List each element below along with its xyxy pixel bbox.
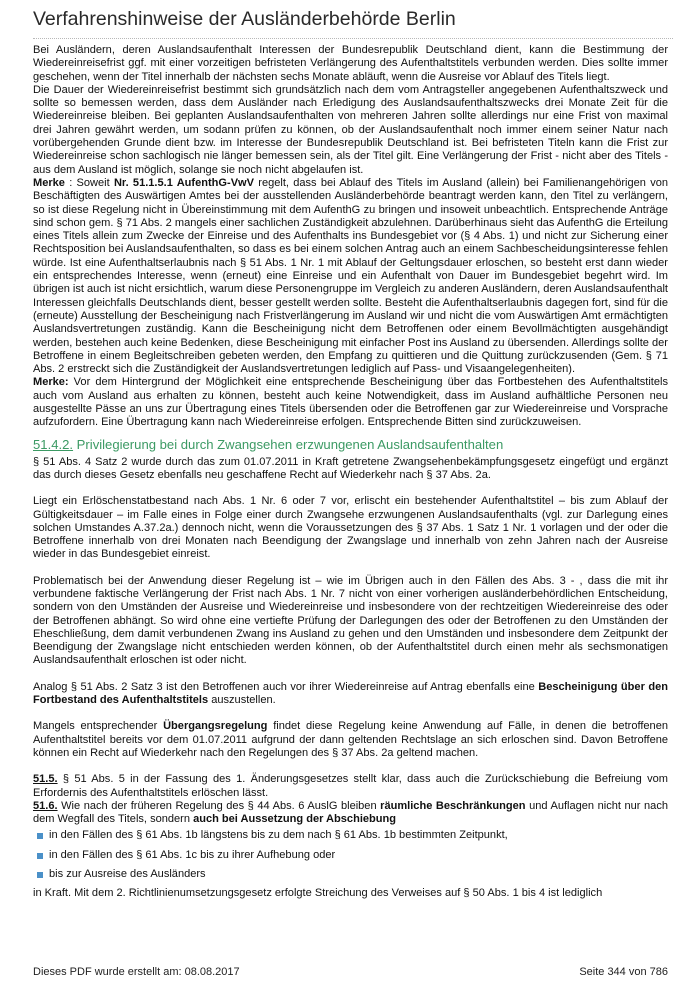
page-title: Verfahrenshinweise der Ausländerbehörde Berlin — [33, 8, 673, 39]
paragraph: Die Dauer der Wiedereinreisefrist bestimmt sich grundsätzlich nach dem vom Antragsteller angegebenen Aufenthaltszweck und sollte so bemessen werden, dass dem Ausländer nach Erledigung des Auslandsaufenthaltszwecks drei Monate Zeit für die Wiedereinreise bleiben. Bei geplanten Auslandsaufenthalten von mehreren Jahren sollte allerdings nur eine Frist von maximal drei Jahren gewährt werden, um sodann prüfen zu können, ob der Auslandsaufenthalt noch immer einem seiner Natur nach vorübergehenden Grunde dient bzw. im Interesse der Bundesrepublik Deutschland ist. Bei befristeten Titeln kann die Frist zur Wiedereinreise schon sachlogisch nie länger bemessen sein, als der Titel gilt. Eine Verlängerung der Frist - nicht aber des Titels - aus dem Ausland ist möglich, solange sie noch nicht abgelaufen ist. — [33, 83, 668, 176]
page-footer — [33, 966, 668, 978]
list-item: in den Fällen des § 61 Abs. 1c bis zu ihrer Aufhebung oder — [33, 849, 668, 862]
paragraph: § 51 Abs. 4 Satz 2 wurde durch das zum 01.07.2011 in Kraft getretene Zwangsehenbekämpfungsgesetz eingefügt und ergänzt das durch dieses Gesetz ebenfalls neu geschaffene Recht auf Wiederkehr nach § 37 Abs. 2a. — [33, 455, 668, 481]
paragraph: Bei Ausländern, deren Auslandsaufenthalt Interessen der Bundesrepublik Deutschland dient, kann die Bestimmung der Wiedereinreisefrist ggf. mit einer vorzeitigen befristeten Verlängerung des Aufenthaltstitels verbunden werden. Dies sollte immer geschehen, wenn der Titel innerhalb der nächsten sechs Monate abläuft, wenn die Ausreise vor Ablauf des Titels liegt. — [33, 44, 668, 83]
section-number-link[interactable]: 51.6. — [33, 799, 58, 812]
paragraph: Problematisch bei der Anwendung dieser Regelung ist – wie im Übrigen auch in den Fällen des Abs. 3 - , dass die mit ihr verbundene faktische Verlängerung der Frist nach Abs. 1 Nr. 7 nicht von einer vorherigen ausländerbehördlichen Entscheidung, sondern von den Umständen der Ausreise und Wiedereinreise und insbesondere von der rechtzeitigen Wiedereinreise des oder der Betroffenen abhängt. So wird ohne eine vertiefte Prüfung der Darlegungen des oder der Betroffenen zu den Umständen der Eheschließung, dem damit verbundenen Zwang ins Ausland zu gehen und den Umständen und insbesondere dem Zeitpunkt der Beendigung der Zwangslage nicht entschieden werden können, ob der Aufenthaltstitel durch einen mehr als sechsmonatigen Auslandsaufenthalt erloschen ist oder nicht. — [33, 574, 668, 667]
merke-label: Merke: — [33, 376, 69, 389]
section-heading-51-4-2 — [33, 437, 668, 453]
bullet-square-icon — [37, 833, 43, 839]
paragraph: Mangels entsprechender Übergangsregelung findet diese Regelung keine Anwendung auf Fälle, in denen die betroffenen Aufenthaltstitel bereits vor dem 01.07.2011 aufgrund der dann geltenden Rechtslage an sich erloschen sind. Davon Betroffene können ein Recht auf Wiederkehr nach den Regelungen des § 37 Abs. 2a geltend machen. — [33, 720, 668, 759]
section-51-5: 51.5. § 51 Abs. 5 in der Fassung des 1. Änderungsgesetzes stellt klar, dass auch die Zurückschiebung die Befreiung vom Erfordernis des Aufenthaltstitels erlöschen lässt. — [33, 773, 668, 799]
list-item: bis zur Ausreise des Ausländers — [33, 868, 668, 881]
paragraph: Analog § 51 Abs. 2 Satz 3 ist den Betroffenen auch vor ihrer Wiedereinreise auf Antrag ebenfalls eine Bescheinigung über den Fortbestand des Aufenthaltstitels auszustellen. — [33, 680, 668, 707]
merke-paragraph: Merke: Vor dem Hintergrund der Möglichkeit eine entsprechende Bescheinigung über das Fortbestehen des Aufenthaltstitels auch vom Ausland aus erhalten zu können, besteht auch keine Notwendigkeit, dass im Ausland aufhältliche Personen neu ausgestellte Pässe an uns zur Übertragung eines Titels übersenden oder die Betroffenen gar zur Wiedereinreise und Vorsprache aufzufordern. Eine Übertragung kann nach Wiedereinreise erfolgen. Entsprechende Bitten sind zurückzuweisen. — [33, 376, 668, 429]
section-title: Privilegierung bei durch Zwangsehen erzwungenen Auslandsaufenthalten — [73, 436, 504, 452]
paragraph: in Kraft. Mit dem 2. Richtlinienumsetzungsgesetz erfolgte Streichung des Verweises auf § 50 Abs. 1 bis 4 ist lediglich — [33, 887, 603, 900]
section-number-link[interactable]: 51.5. — [33, 773, 58, 786]
page-number: Seite 344 von 786 — [579, 966, 668, 978]
list-item: in den Fällen des § 61 Abs. 1b längstens bis zu dem nach § 61 Abs. 1b bestimmten Zeitpunkt, — [33, 829, 668, 842]
section-51-6: 51.6. Wie nach der früheren Regelung des § 44 Abs. 6 AuslG bleiben räumliche Beschränkungen und Auflagen nicht nur nach dem Wegfall des Titels, sondern auch bei Aussetzung der Abschiebung — [33, 799, 668, 826]
document-body — [33, 44, 668, 901]
paragraph: Liegt ein Erlöschenstatbestand nach Abs. 1 Nr. 6 oder 7 vor, erlischt ein bestehender Aufenthaltstitel – bis zum Ablauf der Gültigkeitsdauer – im Falle eines in Folge einer durch Zwangsehe erzwungenen Auslandsaufenthalts (vgl. zur Darlegung eines solchen Umstandes A.37.2a.) dennoch nicht, wenn die Voraussetzungen des § 37 Abs. 1 Satz 1 Nr. 1 vorlagen und der oder die Betroffene innerhalb von drei Monaten nach Beendigung der Zwangslage und innerhalb von zehn Jahren nach der Ausreise wieder in das Bundesgebiet einreist. — [33, 495, 668, 561]
merke-paragraph: Merke : Soweit Nr. 51.1.5.1 AufenthG-VwV regelt, dass bei Ablauf des Titels im Ausland (allein) bei Familienangehörigen von Beschäftigten des Auswärtigen Amtes bei der ausstellenden Ausländerbehörde beantragt werden kann, den Titel zu verlängern, so ist diese Regelung nicht in Übereinstimmung mit dem AufenthG zu bringen und insoweit unbeachtlich. Entsprechende Anträge sind schon gem. § 71 Abs. 2 mangels einer sachlichen Zuständigkeit abzulehnen. Darüberhinaus sieht das AufenthG die Erteilung eines Titels allein zum Zwecke der Einreise und des Aufenthalts ins Bundesgebiet vor (§ 4 Abs. 1) und nicht zur Sicherung einer Rechtsposition bei Auslandsaufenthalten, so dass es bei einem solchen Antrag auch an einem Sachbescheidungsinteresse fehlen würde. Ist eine Aufenthaltserlaubnis nach § 51 Abs. 1 Nr. 1 mit Ablauf der Geltungsdauer erloschen, so besteht erst dann wieder ein entsprechendes Interesse, wenn (erneut) eine Einreise und ein Aufenthalt von Dauer im Bundesgebiet begehrt wird. Im übrigen ist auch ist nicht ersichtlich, warum diese Personengruppe im Vergleich zu anderen Ausländern, deren Auslandsaufenthalt Interessen gleichfalls Deutschlands dient, besser gestellt werden sollte. Besteht die Aufenthaltserlaubnis dagegen fort, sind für die (erneute) Ausstellung der Bescheinigung nach Fristverlängerung im Ausland wir und nicht die vom Auswärtigen Amt ermächtigten Auslandsvertretungen zuständig. Kann die Bescheinigung nicht dem Betroffenen oder einem Bevollmächtigten ausgehändigt werden, bestehen auch keine Bedenken, diese Bescheinigung mit einfacher Post ins Ausland zu übersenden. Allerdings sollte der Betroffene in einem Begleitschreiben gebeten werden, den Empfang zu quittieren und die Quittung zurückzusenden (Gem. § 71 Abs. 2 erstreckt sich die Zuständigkeit der Auslandsvertretungen lediglich auf Pass- und Visaangelegenheiten). — [33, 176, 669, 376]
merke-label: Merke — [33, 176, 65, 189]
bullet-list — [33, 829, 668, 881]
bullet-square-icon — [37, 853, 43, 859]
created-date: Dieses PDF wurde erstellt am: 08.08.2017 — [33, 966, 240, 978]
bullet-square-icon — [37, 872, 43, 878]
vwv-reference: Nr. 51.1.5.1 AufenthG-VwV — [113, 176, 255, 189]
section-number-link[interactable]: 51.4.2. — [33, 436, 74, 452]
